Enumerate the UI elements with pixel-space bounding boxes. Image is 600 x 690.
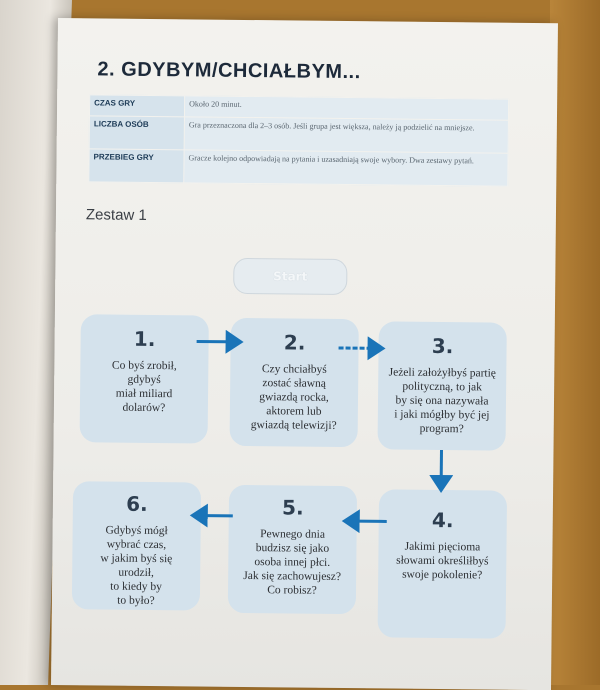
card-question: Co byś zrobił, gdybyś miał miliard dolarów?: [90, 358, 199, 415]
info-label: CZAS GRY: [89, 95, 184, 117]
set-title: Zestaw 1: [86, 206, 147, 224]
start-label: Start: [273, 269, 307, 283]
card-question: Czy chciałbyś zostać sławną gwiazdą rocka, aktorem lub gwiazdą telewizji?: [240, 362, 349, 433]
desk-background-right: [550, 0, 600, 685]
card-question: Pewnego dnia budzisz się jako osoba innej płci. Jak się zachowujesz? Co robisz?: [238, 527, 347, 598]
info-label: LICZBA OSÓB: [89, 116, 184, 150]
info-label: PRZEBIEG GRY: [89, 149, 184, 183]
card-number: 2.: [230, 330, 358, 355]
card-question: Jeżeli założyłbyś partię polityczną, to jak by się ona nazywała i jaki mógłby być jej program?: [388, 365, 497, 436]
book-page: [51, 18, 558, 690]
card-number: 1.: [81, 326, 209, 351]
flow-arrows: [51, 18, 558, 690]
card-number: 6.: [73, 491, 201, 516]
card-number: 5.: [229, 495, 357, 520]
info-value: Gracze kolejno odpowiadają na pytania i uzasadniają swoje wybory. Dwa zestawy pytań.: [184, 150, 508, 186]
info-value: Około 20 minut.: [184, 96, 508, 120]
info-value: Gra przeznaczona dla 2–3 osób. Jeśli grupa jest większa, należy ją podzielić na mniejsze.: [184, 117, 508, 153]
page-title: 2. GDYBYM/CHCIAŁBYM...: [97, 58, 360, 84]
card-question: Jakimi pięcioma słowami określiłbyś swoje pokolenie?: [388, 539, 496, 582]
card-number: 3.: [378, 333, 506, 358]
card-question: Gdybyś mógł wybrać czas, w jakim byś się urodził, to kiedy by to było?: [82, 523, 191, 608]
card-number: 4.: [379, 507, 507, 532]
